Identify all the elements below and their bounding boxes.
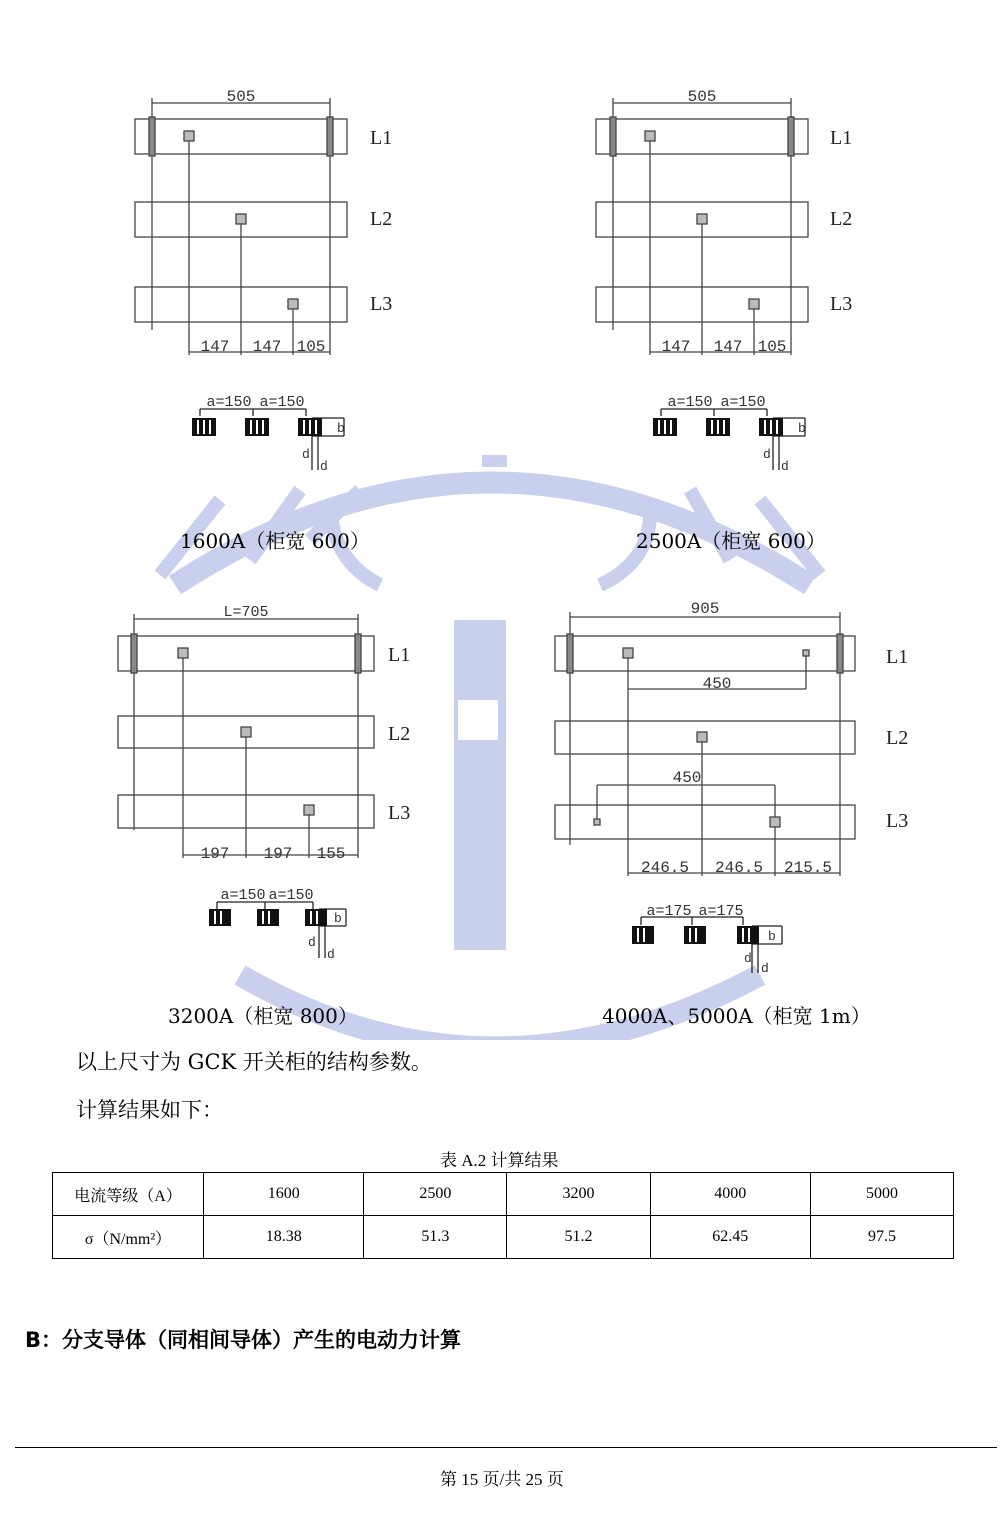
d4-phase-l1: L1 bbox=[886, 646, 909, 668]
d3-bottom-dim-1: 197 bbox=[200, 845, 230, 863]
d4-inner-dim-2: 450 bbox=[672, 769, 702, 787]
d4-spacing-2: a=175 bbox=[698, 903, 744, 920]
d1-bottom-dim-3: 105 bbox=[296, 338, 326, 356]
d2-d-label-1: d bbox=[763, 447, 771, 462]
d2-b-label: b bbox=[798, 421, 806, 436]
results-table bbox=[52, 1172, 954, 1259]
d2-phase-l1: L1 bbox=[830, 127, 853, 149]
d2-phase-l3: L3 bbox=[830, 293, 853, 315]
d3-d-label-1: d bbox=[308, 935, 316, 950]
d2-bottom-dim-2: 147 bbox=[713, 338, 743, 356]
d3-phase-l3: L3 bbox=[388, 802, 411, 824]
d2-phase-l2: L2 bbox=[830, 208, 853, 230]
table-cell-3200: 3200 bbox=[507, 1173, 650, 1216]
d2-bottom-dim-1: 147 bbox=[661, 338, 691, 356]
table-caption: 表 A.2 计算结果 bbox=[440, 1151, 559, 1170]
d4-inner-dim-1: 450 bbox=[702, 675, 732, 693]
d4-bottom-dim-1: 246.5 bbox=[640, 859, 690, 877]
paragraph-gck-parameters: 以上尺寸为 GCK 开关柜的结构参数。 bbox=[76, 1050, 432, 1074]
d1-d-label-1: d bbox=[302, 447, 310, 462]
d1-spacing-2: a=150 bbox=[259, 394, 305, 411]
d1-spacing-1: a=150 bbox=[206, 394, 252, 411]
d1-phase-l3: L3 bbox=[370, 293, 393, 315]
d3-phase-l2: L2 bbox=[388, 723, 411, 745]
d4-bottom-dim-3: 215.5 bbox=[783, 859, 833, 877]
d3-spacing-1: a=150 bbox=[220, 887, 266, 904]
d3-bottom-dim-2: 197 bbox=[263, 845, 293, 863]
d3-b-label: b bbox=[334, 911, 342, 926]
table-header-row bbox=[53, 1173, 954, 1216]
d3-phase-l1: L1 bbox=[388, 644, 411, 666]
d2-spacing-2: a=150 bbox=[720, 394, 766, 411]
d4-d-label-2: d bbox=[761, 961, 769, 976]
table-cell-current-label: 电流等级（A） bbox=[53, 1173, 204, 1216]
d4-spacing-1: a=175 bbox=[646, 903, 692, 920]
table-cell-1600: 1600 bbox=[204, 1173, 364, 1216]
footer-divider bbox=[15, 1447, 997, 1448]
table-cell-2500: 2500 bbox=[364, 1173, 507, 1216]
table-cell-sigma-2500: 51.3 bbox=[364, 1216, 507, 1259]
table-cell-sigma-label: σ（N/mm²） bbox=[53, 1216, 204, 1259]
section-heading-b: B：分支导体（同相间导体）产生的电动力计算 bbox=[25, 1328, 462, 1352]
d2-spacing-1: a=150 bbox=[667, 394, 713, 411]
d1-bottom-dim-2: 147 bbox=[252, 338, 282, 356]
table-cell-sigma-5000: 97.5 bbox=[810, 1216, 953, 1259]
d2-d-label-2: d bbox=[781, 459, 789, 474]
table-row-sigma bbox=[53, 1216, 954, 1259]
d3-top-dim: L=705 bbox=[223, 604, 269, 621]
d1-b-label: b bbox=[337, 421, 345, 436]
d4-d-label-1: d bbox=[744, 951, 752, 966]
d4-bottom-dim-2: 246.5 bbox=[714, 859, 764, 877]
caption-4000a-5000a: 4000A、5000A（柜宽 1m） bbox=[602, 1004, 871, 1028]
caption-1600a: 1600A（柜宽 600） bbox=[180, 529, 370, 553]
d2-top-dim: 505 bbox=[687, 88, 717, 106]
d1-phase-l2: L2 bbox=[370, 208, 393, 230]
table-cell-sigma-1600: 18.38 bbox=[204, 1216, 364, 1259]
d3-bottom-dim-3: 155 bbox=[316, 845, 346, 863]
d4-phase-l3: L3 bbox=[886, 810, 909, 832]
d2-bottom-dim-3: 105 bbox=[757, 338, 787, 356]
d4-phase-l2: L2 bbox=[886, 727, 909, 749]
table-cell-sigma-4000: 62.45 bbox=[650, 1216, 810, 1259]
table-cell-sigma-3200: 51.2 bbox=[507, 1216, 650, 1259]
caption-2500a: 2500A（柜宽 600） bbox=[636, 529, 826, 553]
d4-top-dim: 905 bbox=[690, 600, 720, 618]
table-cell-4000: 4000 bbox=[650, 1173, 810, 1216]
d1-d-label-2: d bbox=[320, 459, 328, 474]
page-number: 第 15 页/共 25 页 bbox=[440, 1470, 564, 1489]
d1-bottom-dim-1: 147 bbox=[200, 338, 230, 356]
d3-spacing-2: a=150 bbox=[268, 887, 314, 904]
table-cell-5000: 5000 bbox=[810, 1173, 953, 1216]
d3-d-label-2: d bbox=[327, 947, 335, 962]
d1-top-dim: 505 bbox=[226, 88, 256, 106]
d1-phase-l1: L1 bbox=[370, 127, 393, 149]
paragraph-results-intro: 计算结果如下： bbox=[76, 1098, 223, 1122]
d4-b-label: b bbox=[768, 929, 776, 944]
caption-3200a: 3200A（柜宽 800） bbox=[168, 1004, 358, 1028]
